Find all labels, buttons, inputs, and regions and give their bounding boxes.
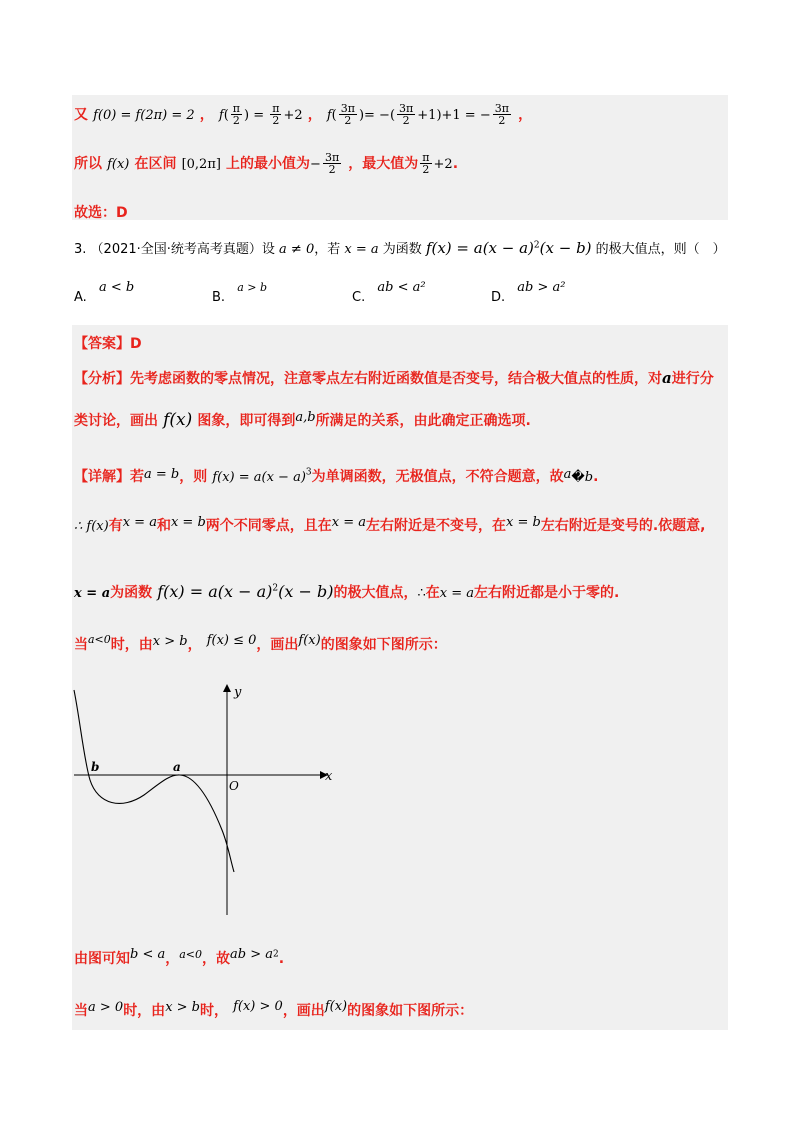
question-3: 3. （2021·全国·统考高考真题）设 a ≠ 0，若 x = a 为函数 $f(x) = a(x - a)^2(x - b)$ 的极大值点，则（ ） <box>74 239 726 257</box>
case2-line: 当$^{a > 0}$时，由$^{x > b}$时， $^{f(x) > 0}$，画出$^{f(x)}$的图象如下图所示： <box>74 999 474 1019</box>
option-d[interactable]: D. ab > a² <box>491 280 566 305</box>
b-label: b <box>91 760 100 774</box>
analysis-line2: 类讨论，画出 f(x) 图象，即可得到$^{a,b}$所满足的关系，由此确定正确选项. <box>74 410 531 430</box>
fraction: $\frac{3\pi}{2}$ <box>324 151 340 176</box>
a-label: a <box>173 760 181 774</box>
function-graph <box>72 680 342 920</box>
conclusion-line: 由图可知$^{b < a}$，$^{a<0}$，故$^{ab > a2}$. <box>74 947 285 967</box>
analysis-line1: 【分析】先考虑函数的零点情况，注意零点左右附近函数值是否变号，结合极大值点的性质，对a进行分 <box>74 369 714 387</box>
x-axis-label: x <box>325 769 333 784</box>
origin-label: O <box>229 779 239 793</box>
block1-answer: 故选：D <box>74 205 128 221</box>
fraction: $\frac{3\pi}{2}$ <box>494 102 509 127</box>
option-c[interactable]: C. ab < a² <box>352 280 426 305</box>
fraction: $\frac{\pi}{2}$ <box>272 102 280 127</box>
option-b[interactable]: B. $^{a > b}$ <box>212 281 268 305</box>
max-line: x = a为函数 $f(x) = a(x - a)^2(x - b)$的极大值点，∴在x = a左右附近都是小于零的. <box>74 582 620 601</box>
fraction: $\frac{\pi}{2}$ <box>232 102 240 127</box>
option-a[interactable]: A. a < b <box>74 280 135 305</box>
block1-line1: 又 f(0) = f(2π) = 2 ， f( $\frac{\pi}{2}$ ) = $\frac{\pi}{2}$ +2 ， f( $\frac{3\pi}{2}$ )= −( $\frac{3\pi}{2}$ +1)+1 = − $\frac{3\pi}{2}$ ， <box>74 102 533 127</box>
block1-line2: 所以 f(x) 在区间 [0,2π] 上的最小值为− $\frac{3\pi}{2}$ ，最大值为 $\frac{\pi}{2}$ +2. <box>74 151 459 176</box>
zero-line: ∴ f(x)有$^{x = a}$和$^{x = b}$两个不同零点，且在$^{x = a}$左右附近是不变号，在$^{x = b}$左右附近是变号的.依题意, <box>74 515 706 534</box>
y-axis-arrow <box>223 684 231 692</box>
fraction: $\frac{3\pi}{2}$ <box>399 102 414 127</box>
y-axis-label: y <box>234 685 242 700</box>
fraction: $\frac{\pi}{2}$ <box>422 151 430 176</box>
f-zero-eq: f(0) = f(2π) = 2 <box>93 108 195 123</box>
curve <box>74 690 234 872</box>
solution-shade-main <box>72 325 728 1030</box>
fraction: $\frac{3\pi}{2}$ <box>340 102 355 127</box>
case1-line: 当$^{a<0}$时，由$^{x > b}$， $^{f(x) \le 0}$，画出$^{f(x)}$的图象如下图所示： <box>74 633 447 653</box>
solution-answer: 【答案】D <box>74 336 142 352</box>
detail-line1: 【详解】若a = b，则 $f(x) = a(x - a)^3$为单调函数，无极值点，不符合题意，故a�b. <box>74 467 599 485</box>
